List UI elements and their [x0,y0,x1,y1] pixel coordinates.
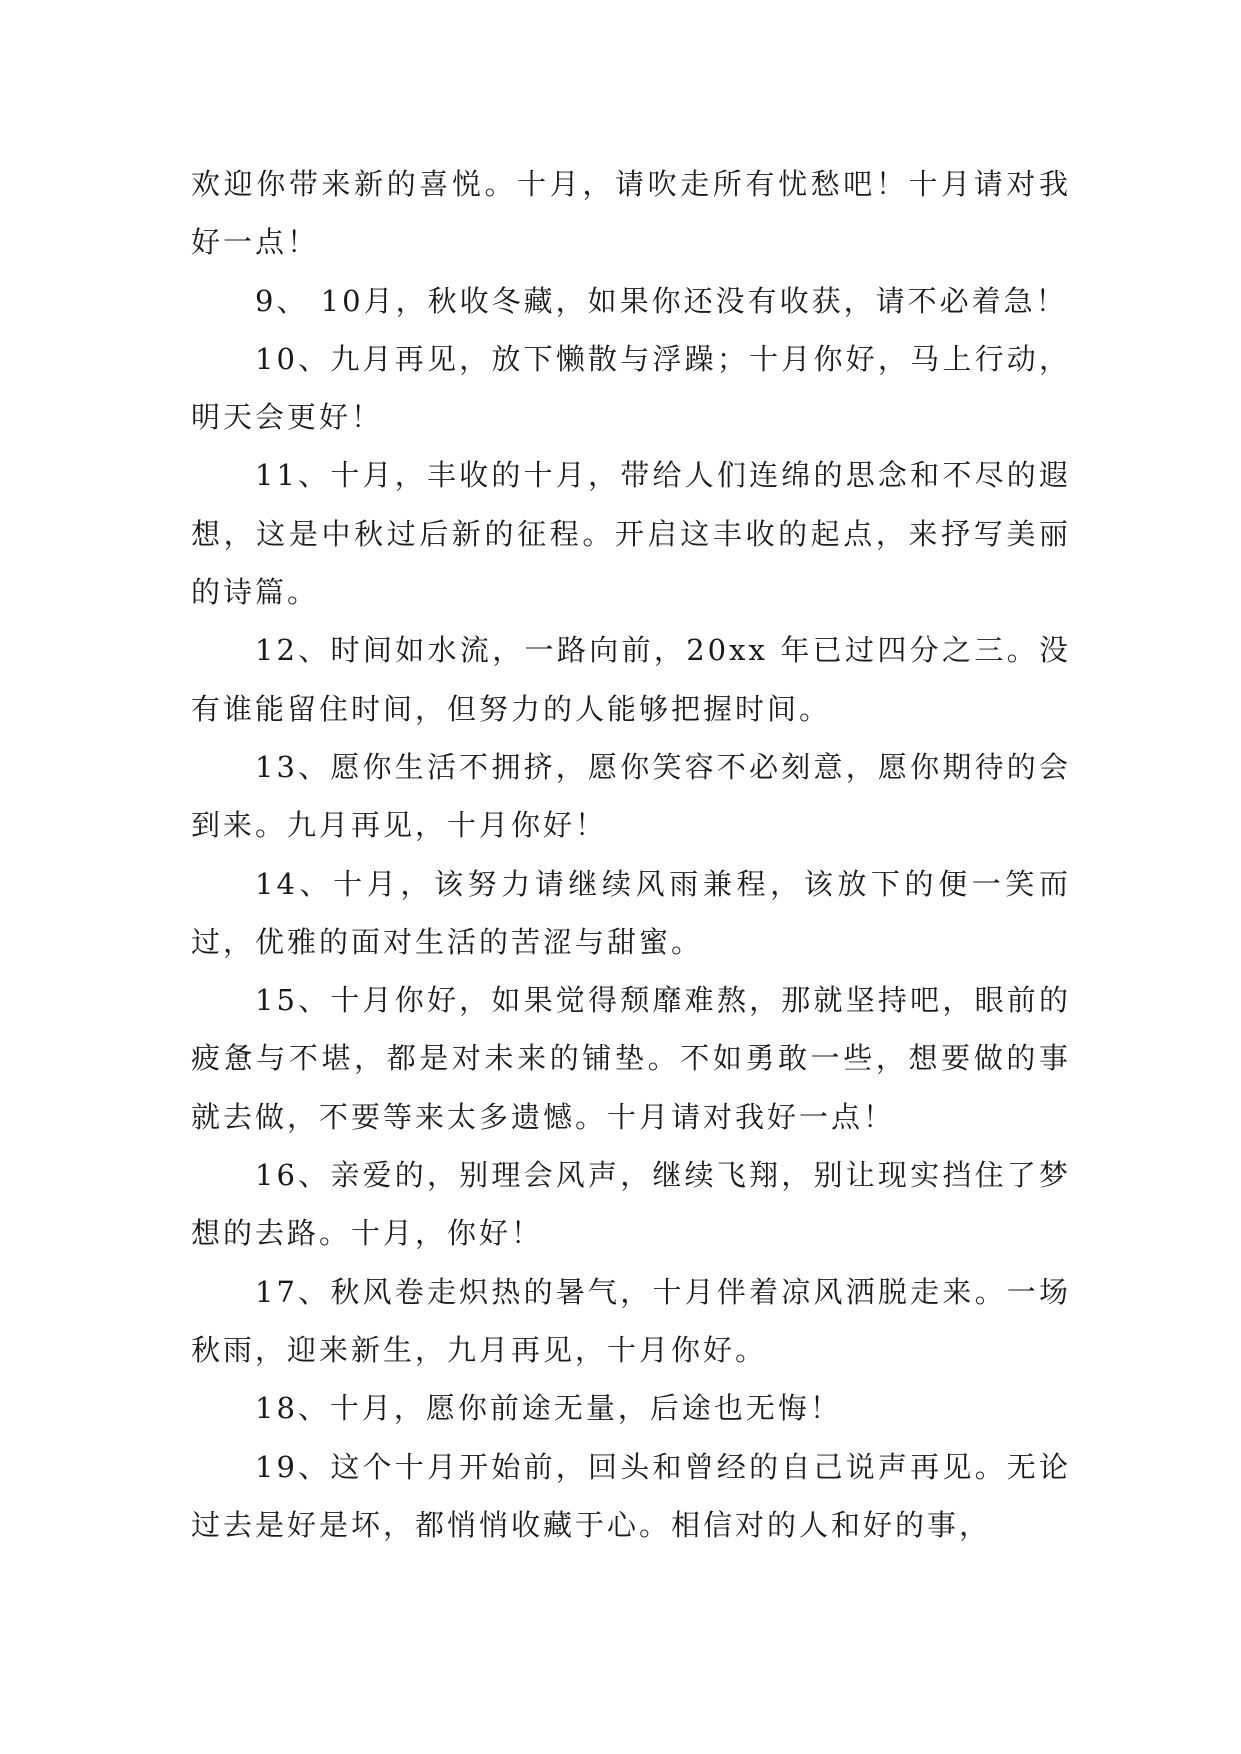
paragraph-item-11: 11、十月，丰收的十月，带给人们连绵的思念和不尽的遐想，这是中秋过后新的征程。开启这丰收的起点，来抒写美丽的诗篇。 [191,458,1071,610]
paragraph-item-14: 14、十月，该努力请继续风雨兼程，该放下的便一笑而过，优雅的面对生活的苦涩与甜蜜。 [191,866,1071,959]
paragraph-item-15: 15、十月你好，如果觉得颓靡难熬，那就坚持吧，眼前的疲惫与不堪，都是对未来的铺垫。不如勇敢一些，想要做的事就去做，不要等来太多遗憾。十月请对我好一点！ [191,983,1071,1134]
paragraph-item-10: 10、九月再见，放下懒散与浮躁；十月你好，马上行动，明天会更好！ [191,341,1071,435]
document-page [191,155,1071,1554]
paragraph-item-19: 19、这个十月开始前，回头和曾经的自己说声再见。无论过去是好是坏，都悄悄收藏于心。相信对的人和好的事， [191,1449,1071,1542]
paragraph-item-17: 17、秋风卷走炽热的暑气，十月伴着凉风洒脱走来。一场秋雨，迎来新生，九月再见，十月你好。 [191,1274,1071,1367]
paragraph-item-16: 16、亲爱的，别理会风声，继续飞翔，别让现实挡住了梦想的去路。十月，你好！ [191,1158,1071,1251]
paragraph-item-9: 9、 10月，秋收冬藏，如果你还没有收获，请不必着急！ [255,283,1068,318]
paragraph-item-13: 13、愿你生活不拥挤，愿你笑容不必刻意，愿你期待的会到来。九月再见，十月你好！ [191,749,1071,843]
paragraph-item-18: 18、十月，愿你前途无量，后途也无悔！ [255,1391,842,1426]
paragraph-continuation: 欢迎你带来新的喜悦。十月，请吹走所有忧愁吧！十月请对我好一点！ [191,167,1071,260]
paragraph-item-12: 12、时间如水流，一路向前，20xx 年已过四分之三。没有谁能留住时间，但努力的人能够把握时间。 [191,633,1071,726]
